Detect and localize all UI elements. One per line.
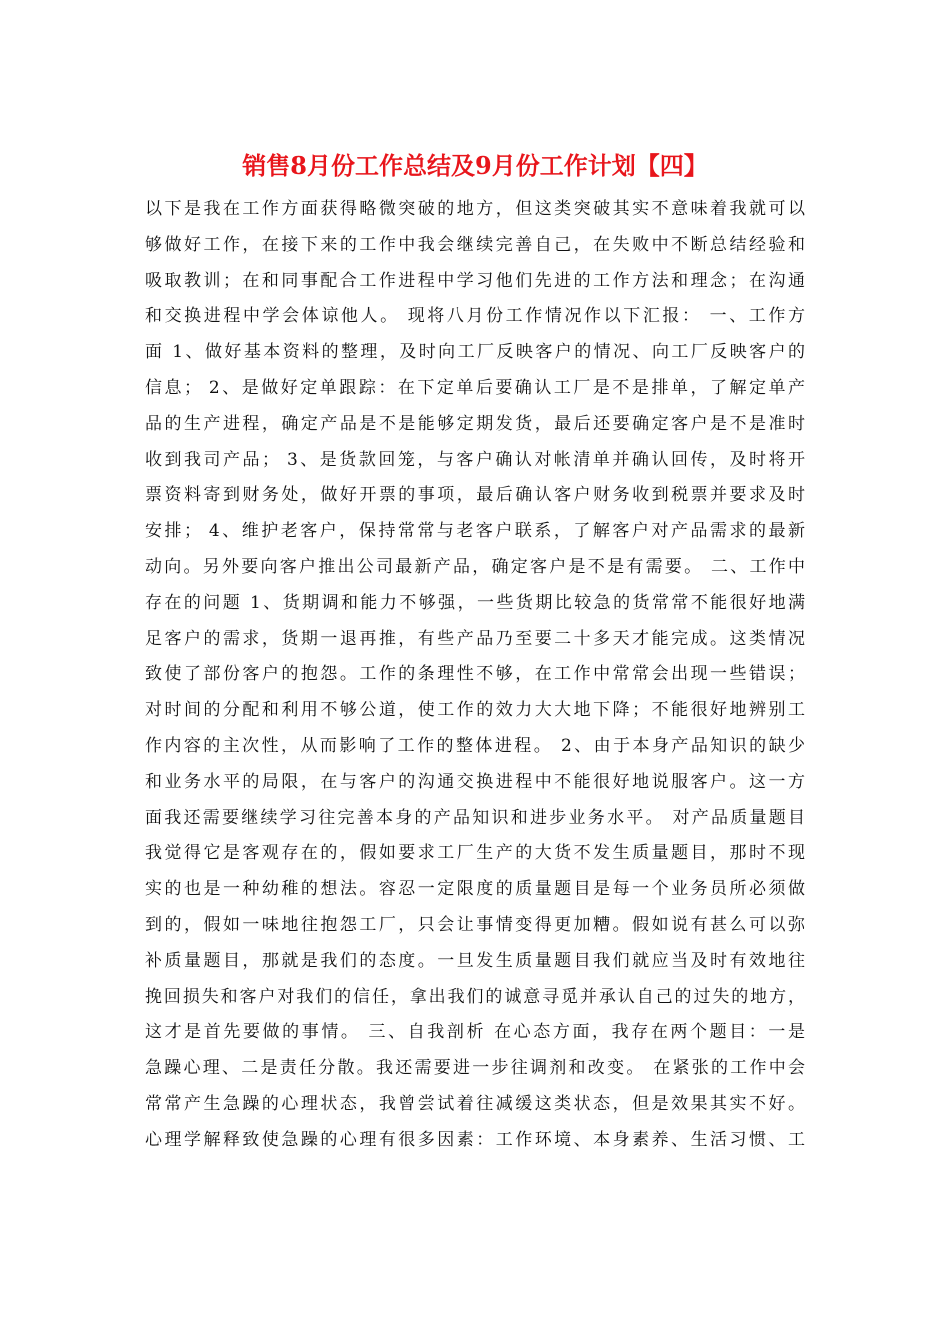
body-line: 收到我司产品； 3、是货款回笼，与客户确认对帐清单并确认回传，及时将开 [145,449,805,470]
body-line: 我觉得它是客观存在的，假如要求工厂生产的大货不发生质量题目，那时不现 [145,843,805,864]
body-line: 对时间的分配和利用不够公道，使工作的效力大大地下降；不能很好地辨别工 [145,700,805,721]
body-line: 安排； 4、维护老客户，保持常常与老客户联系，了解客户对产品需求的最新 [145,521,805,542]
body-line: 和业务水平的局限，在与客户的沟通交换进程中不能很好地说服客户。这一方 [145,771,805,792]
body-line: 存在的问题 1、货期调和能力不够强，一些货期比较急的货常常不能很好地满 [145,592,805,613]
body-line: 信息； 2、是做好定单跟踪：在下定单后要确认工厂是不是排单，了解定单产 [145,377,805,398]
body-line: 和交换进程中学会体谅他人。 现将八月份工作情况作以下汇报： 一、工作方 [145,306,805,327]
body-line: 致使了部份客户的抱怨。工作的条理性不够，在工作中常常会出现一些错误； [145,664,805,685]
body-line: 急躁心理、二是责任分散。我还需要进一步往调剂和改变。 在紧张的工作中会 [145,1058,805,1079]
body-line: 以下是我在工作方面获得略微突破的地方，但这类突破其实不意味着我就可以 [145,199,805,219]
body-line: 面我还需要继续学习往完善本身的产品知识和进步业务水平。 对产品质量题目 [145,807,805,828]
body-line: 到的，假如一味地往抱怨工厂，只会让事情变得更加糟。假如说有甚么可以弥 [145,914,805,935]
body-line: 面 1、做好基本资料的整理，及时向工厂反映客户的情况、向工厂反映客户的 [145,342,805,363]
body-line: 补质量题目，那就是我们的态度。一旦发生质量题目我们就应当及时有效地往 [145,950,805,971]
body-line: 票资料寄到财务处，做好开票的事项，最后确认客户财务收到税票并要求及时 [145,485,805,506]
body-line: 品的生产进程，确定产品是不是能够定期发货，最后还要确定客户是不是准时 [145,413,805,434]
body-line: 挽回损失和客户对我们的信任，拿出我们的诚意寻觅并承认自己的过失的地方， [145,986,805,1007]
body-line: 常常产生急躁的心理状态，我曾尝试着往减缓这类状态，但是效果其实不好。 [145,1093,805,1114]
document-body [145,192,805,1159]
body-line: 心理学解释致使急躁的心理有很多因素：工作环境、本身素养、生活习惯、工 [145,1129,805,1150]
body-line: 动向。另外要向客户推出公司最新产品，确定客户是不是有需要。 二、工作中 [145,556,805,577]
body-line: 够做好工作，在接下来的工作中我会继续完善自己，在失败中不断总结经验和 [145,234,805,255]
document-title: 销售8月份工作总结及9月份工作计划【四】 [242,151,708,180]
body-line: 足客户的需求，货期一退再推，有些产品乃至要二十多天才能完成。这类情况 [145,628,805,649]
body-line: 作内容的主次性，从而影响了工作的整体进程。 2、由于本身产品知识的缺少 [145,735,805,756]
body-line: 实的也是一种幼稚的想法。容忍一定限度的质量题目是每一个业务员所必须做 [145,879,805,900]
body-line: 这才是首先要做的事情。 三、自我剖析 在心态方面，我存在两个题目：一是 [145,1022,805,1043]
body-line: 吸取教训；在和同事配合工作进程中学习他们先进的工作方法和理念；在沟通 [145,270,805,291]
